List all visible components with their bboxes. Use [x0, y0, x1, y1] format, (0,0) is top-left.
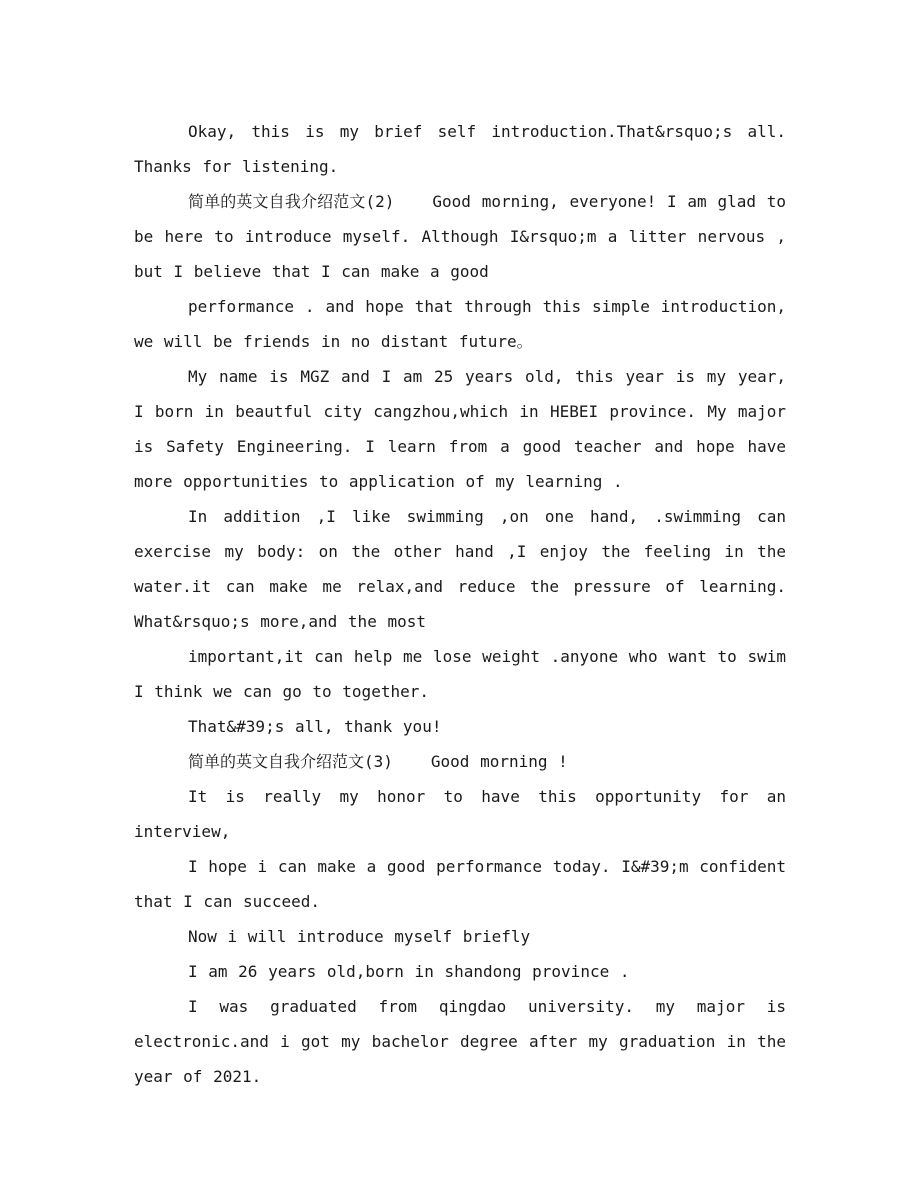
paragraph: important,it can help me lose weight .anyone who want to swim I think we can go to together.: [134, 647, 786, 701]
paragraph: I hope i can make a good performance today. I&#39;m confident that I can succeed.: [134, 857, 786, 911]
paragraph: I was graduated from qingdao university. my major is electronic.and i got my bachelor degree after my graduation in the year of 2021.: [134, 997, 786, 1086]
paragraph: That&#39;s all, thank you!: [188, 717, 442, 736]
paragraph: My name is MGZ and I am 25 years old, this year is my year, I born in beautful city cangzhou,which in HEBEI province. My major is Safety Engineering. I learn from a good teacher and hope have more opportunities to application of my learning .: [134, 367, 786, 491]
section-heading: 简单的英文自我介绍范文(2): [188, 192, 395, 211]
section-paragraph-2: [134, 184, 786, 289]
paragraph-text: Good morning !: [430, 752, 568, 771]
document-body: [134, 114, 786, 1094]
paragraph: Now i will introduce myself briefly: [188, 927, 531, 946]
paragraph-text: Good morning, everyone! I am glad to be here to introduce myself. Although I&rsquo;m a litter nervous , but I believe that I can make a good: [134, 192, 787, 281]
paragraph: It is really my honor to have this opportunity for an interview,: [134, 787, 786, 841]
paragraph: Okay, this is my brief self introduction.That&rsquo;s all. Thanks for listening.: [134, 122, 786, 176]
paragraph: I am 26 years old,born in shandong province .: [188, 962, 630, 981]
section-paragraph-3: [134, 744, 786, 779]
section-heading: 简单的英文自我介绍范文(3): [188, 752, 393, 771]
paragraph: performance . and hope that through this simple introduction, we will be friends in no distant future。: [134, 297, 786, 351]
paragraph: In addition ,I like swimming ,on one hand, .swimming can exercise my body: on the other hand ,I enjoy the feeling in the water.it can make me relax,and reduce the pressure of learning. What&rsquo;s more,and the most: [134, 507, 786, 631]
